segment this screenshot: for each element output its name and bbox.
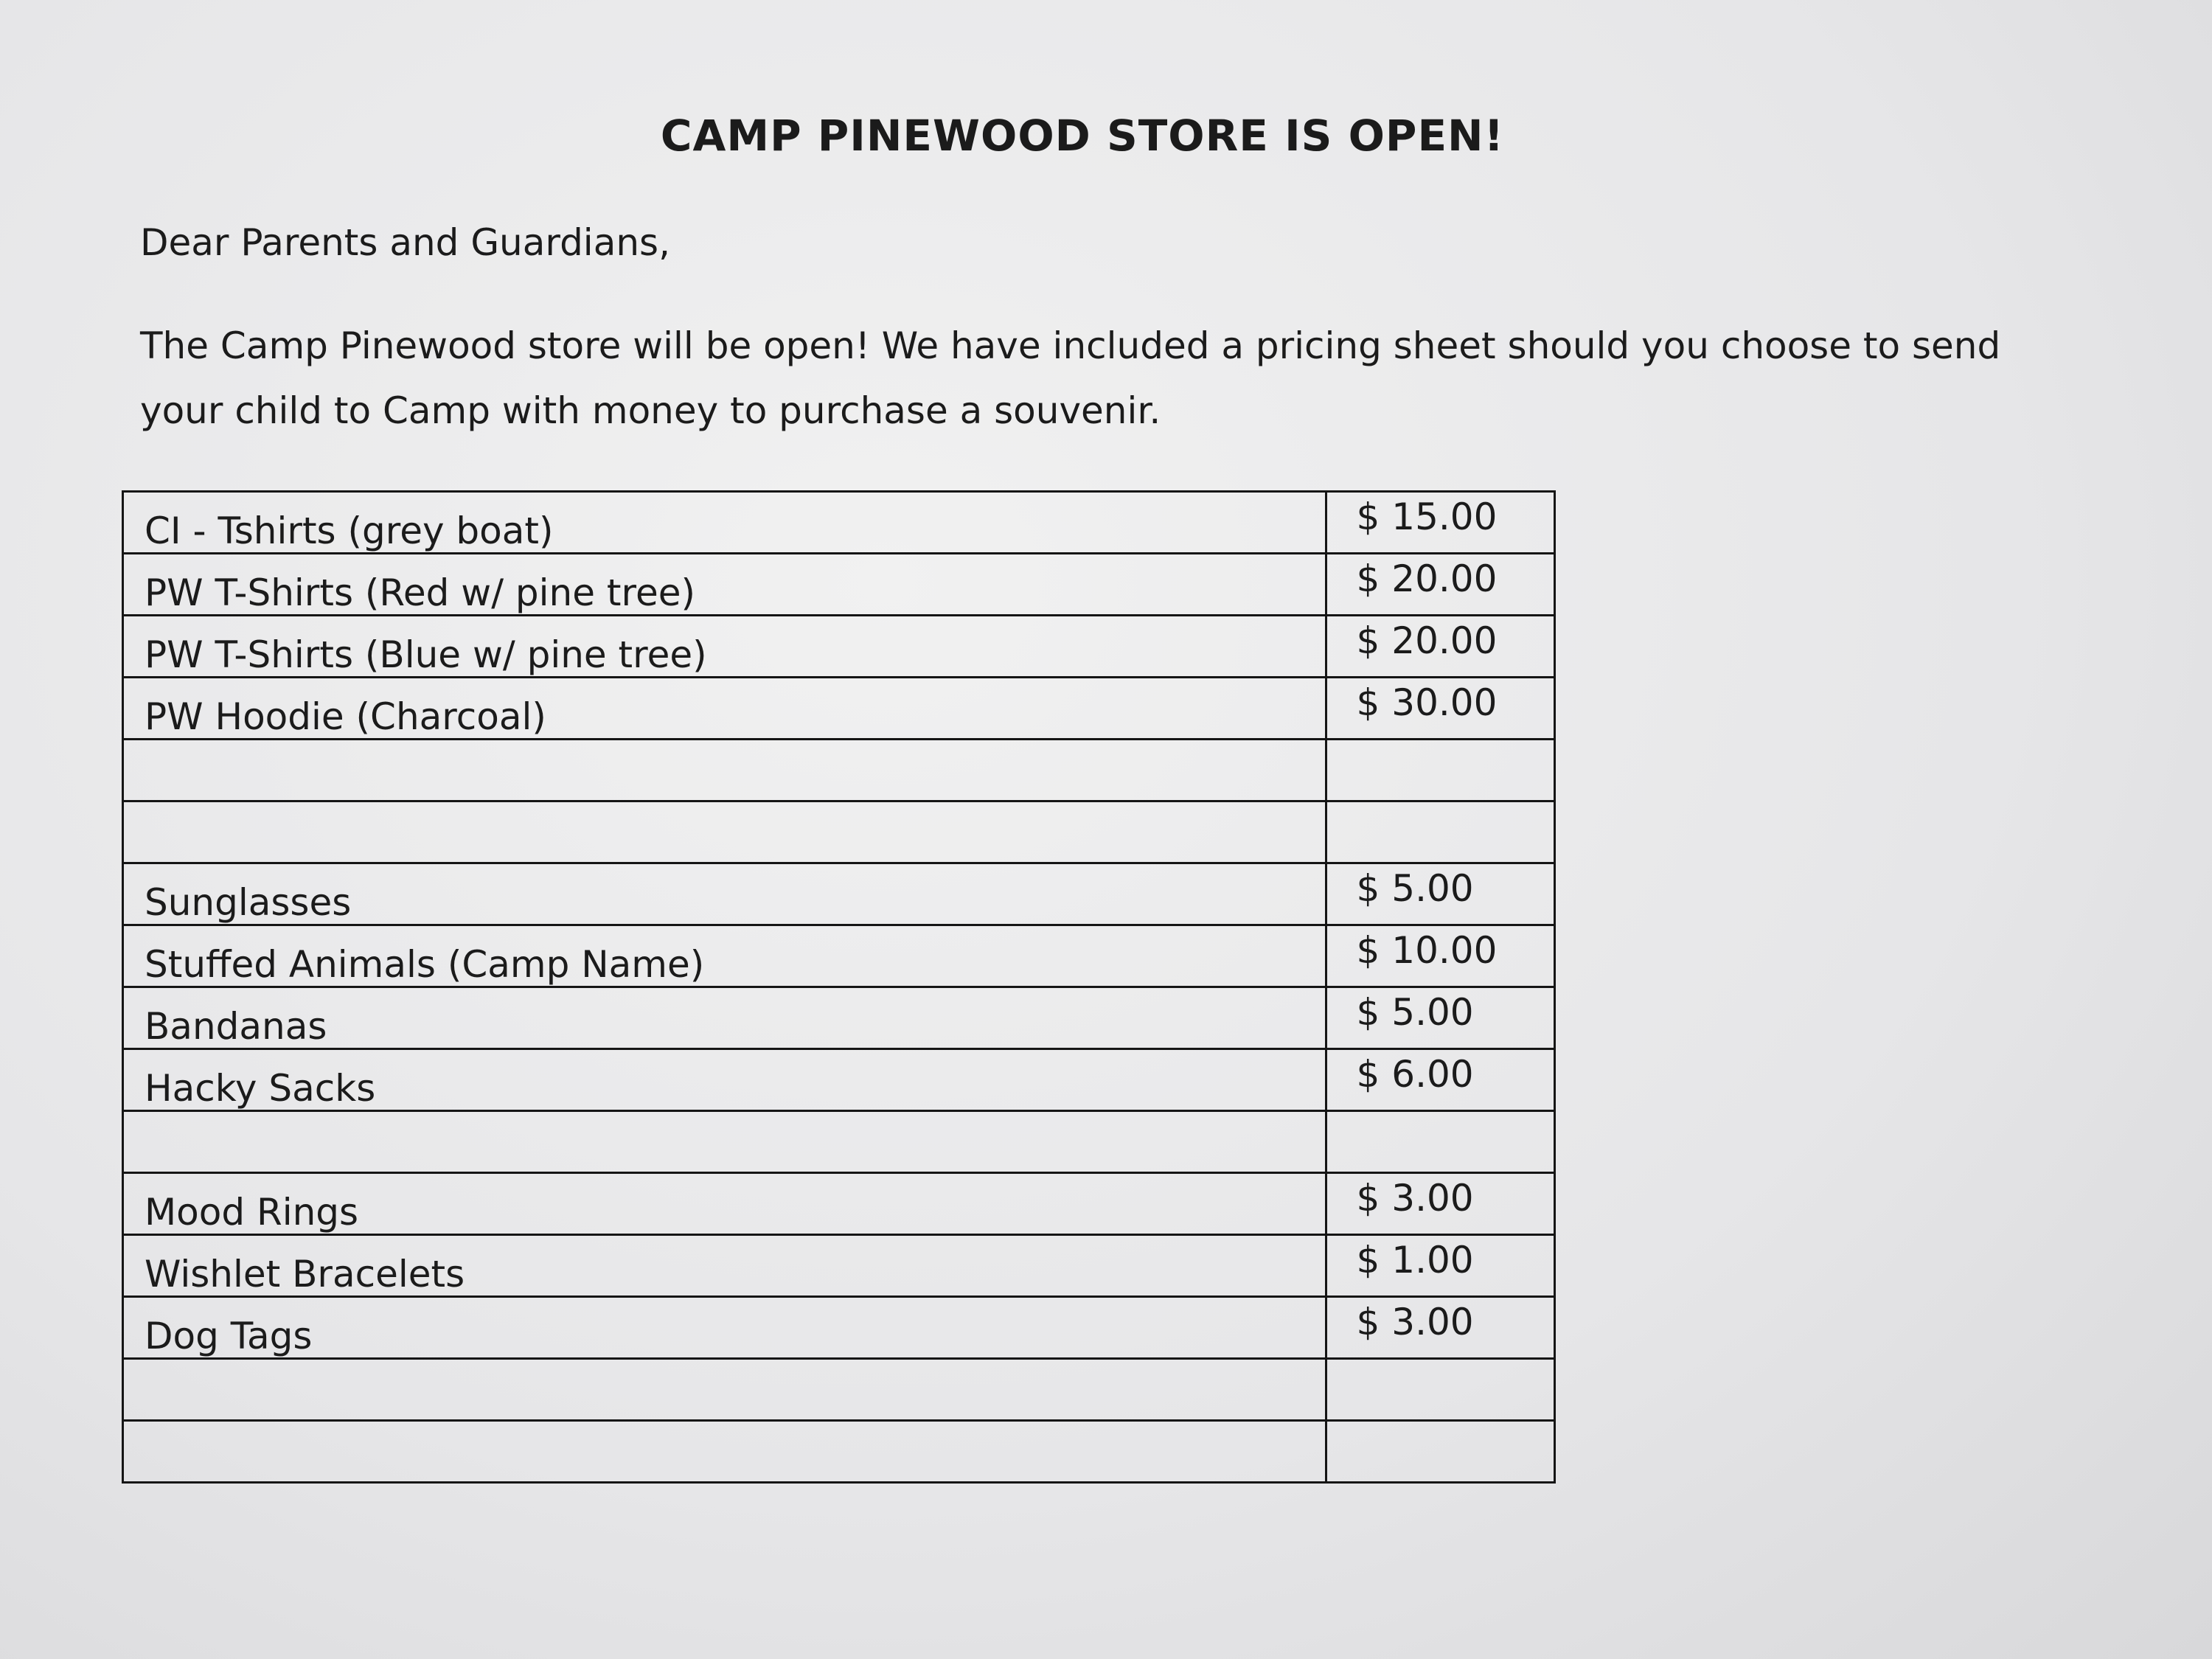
item-name-cell: Sunglasses [123,863,1326,925]
item-price-cell: $ 5.00 [1326,863,1554,925]
item-price-cell: $ 5.00 [1326,987,1554,1049]
empty-table-row [123,1421,1555,1483]
item-price-cell: $ 6.00 [1326,1049,1554,1111]
empty-table-row [123,740,1555,801]
item-price-cell: $ 20.00 [1326,554,1554,616]
item-price-cell [1326,801,1554,863]
item-name-cell: Hacky Sacks [123,1049,1326,1111]
empty-table-row [123,801,1555,863]
table-row [123,1235,1555,1297]
intro-paragraph: The Camp Pinewood store will be open! We have included a pricing sheet should you choose to send your child to Camp with money to purchase a souvenir. [140,324,2001,432]
item-price-cell [1326,1111,1554,1173]
item-price-cell [1326,740,1554,801]
item-name-cell: Stuffed Animals (Camp Name) [123,925,1326,987]
table-row [123,678,1555,740]
item-name-cell: PW T-Shirts (Blue w/ pine tree) [123,616,1326,678]
table-row [123,863,1555,925]
table-row [123,925,1555,987]
item-name-cell: Bandanas [123,987,1326,1049]
greeting: Dear Parents and Guardians, [140,221,670,264]
price-table [122,490,1556,1484]
item-price-cell: $ 20.00 [1326,616,1554,678]
table-row [123,1049,1555,1111]
item-price-cell: $ 10.00 [1326,925,1554,987]
empty-table-row [123,1359,1555,1421]
table-row [123,987,1555,1049]
empty-table-row [123,1111,1555,1173]
table-row [123,554,1555,616]
item-name-cell: PW Hoodie (Charcoal) [123,678,1326,740]
item-price-cell [1326,1359,1554,1421]
item-name-cell [123,740,1326,801]
table-row [123,616,1555,678]
item-name-cell: Mood Rings [123,1173,1326,1235]
item-name-cell [123,801,1326,863]
table-row [123,1173,1555,1235]
item-name-cell: PW T-Shirts (Red w/ pine tree) [123,554,1326,616]
item-price-cell: $ 3.00 [1326,1297,1554,1359]
item-name-cell: Wishlet Bracelets [123,1235,1326,1297]
table-row [123,492,1555,554]
item-price-cell: $ 1.00 [1326,1235,1554,1297]
item-name-cell: CI - Tshirts (grey boat) [123,492,1326,554]
item-price-cell: $ 30.00 [1326,678,1554,740]
item-name-cell [123,1421,1326,1483]
item-name-cell: Dog Tags [123,1297,1326,1359]
item-price-cell: $ 3.00 [1326,1173,1554,1235]
item-name-cell [123,1111,1326,1173]
item-price-cell [1326,1421,1554,1483]
page-title: CAMP PINEWOOD STORE IS OPEN! [660,111,1505,161]
item-price-cell: $ 15.00 [1326,492,1554,554]
item-name-cell [123,1359,1326,1421]
table-row [123,1297,1555,1359]
